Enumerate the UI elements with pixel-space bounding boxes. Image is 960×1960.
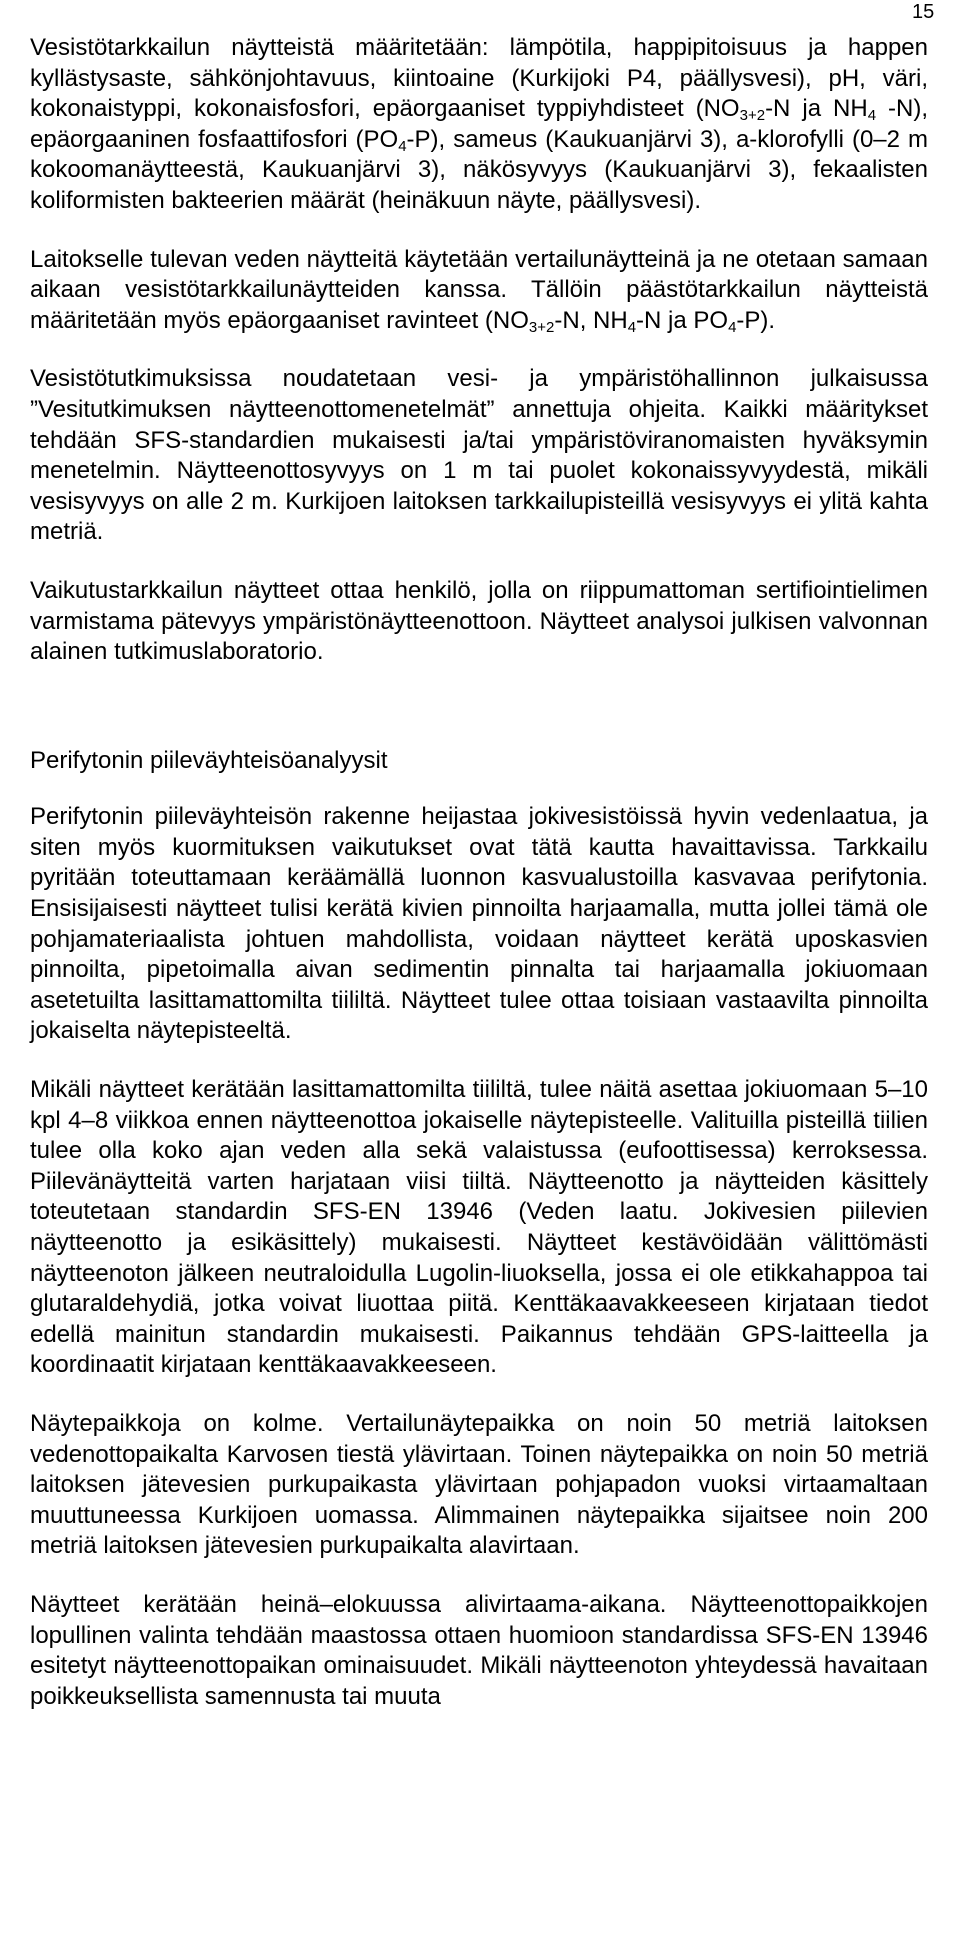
subscript: 3+2 bbox=[528, 318, 555, 336]
text-run: -P), sameus (Kaukuanjärvi 3), a-klorofylli (0–2 m kokoomanäytteestä, Kaukuanjärvi 3), näkösyvyys (Kaukuanjärvi 3), fekaalisten koliformisten bakteerien määrät (heinäkuun näyte, päällysvesi). bbox=[30, 125, 928, 214]
text-run: Laitokselle tulevan veden näytteitä käytetään vertailunäytteinä ja ne otetaan samaan aikaan vesistötarkkailunäytteiden kanssa. Tällöin päästötarkkailun näytteistä määritetään myös epäorgaaniset ravinteet (NO bbox=[30, 245, 928, 334]
paragraph-sampling-sites: Näytepaikkoja on kolme. Vertailunäytepaikka on noin 50 metriä laitoksen vedenottopaikalta Karvosen tiestä ylävirtaan. Toinen näytepaikka on noin 50 metriä laitoksen jätevesien purkupaikasta ylävirtaan pohjapadon vuoksi virtaamaltaan muuttuneessa Kurkijoen uomassa. Alimmainen näytepaikka sijaitsee noin 200 metriä laitoksen jätevesien purkupaikalta alavirtaan. bbox=[30, 1409, 928, 1560]
paragraph-periphyton-structure: Perifytonin piileväyhteisön rakenne heijastaa jokivesistöissä hyvin vedenlaatua, ja siten myös kuormituksen vaikutukset ovat tätä kautta havaittavissa. Tarkkailu pyritään toteuttamaan keräämällä luonnon kasvualustoilla kasvavaa perifytonia. Ensisijaisesti näytteet tulisi kerätä kivien pinnoilta harjaamalla, mutta jollei tämä ole pohjamateriaalista johtuen mahdollista, voidaan näytteet kerätä uposkasvien pinnoilta, pipetoimalla aivan sedimentin pinnalta tai harjaamalla jokiuomaan asetetuilta lasittamattomilta tiililtä. Näytteet tulee ottaa toisiaan vastaavilta pinnoilta jokaiselta näytepisteeltä. bbox=[30, 803, 928, 1045]
text-run: -N), epäorgaaninen fosfaattifosfori (PO bbox=[30, 95, 928, 153]
subscript: 4 bbox=[398, 137, 407, 155]
paragraph-sampler: Vaikutustarkkailun näytteet ottaa henkilö, jolla on riippumattoman sertifiointielimen varmistama pätevyys ympäristönäytteenottoon. Näytteet analysoi julkisen valvonnan alainen tutkimuslaboratorio. bbox=[30, 576, 928, 666]
text-run: Vesistötarkkailun näytteistä määritetään: lämpötila, happipitoisuus ja happen kyllästysaste, sähkönjohtavuus, kiintoaine (Kurkijoki P4, päällysvesi), pH, väri, kokonaistyppi, kokonaisfosfori, epäorgaaniset typpiyhdisteet (NO bbox=[30, 34, 928, 123]
subscript: 3+2 bbox=[739, 107, 766, 125]
paragraph-brick-sampling: Mikäli näytteet kerätään lasittamattomilta tiililtä, tulee näitä asettaa jokiuomaan 5–10 kpl 4–8 viikkoa ennen näytteenottoa jokaiselle näytepisteelle. Valituilla pisteillä tiilien tulee olla koko ajan veden alla sekä valaistussa (eufoottisessa) kerroksessa. Piilevänäytteitä varten harjataan viisi tiiltä. Näytteenotto ja näytteiden käsittely toteutetaan standardin SFS-EN 13946 (Veden laatu. Jokivesien piilevien näytteenotto ja esikäsittely) mukaisesti. Näytteet kestävöidään välittömästi näytteenoton jälkeen neutraloidulla Lugolin-liuoksella, jossa ei ole etikkahappoa tai glutaraldehydiä, jotka voivat liuottaa piitä. Kenttäkaavakkeeseen kirjataan tiedot edellä mainitun standardin mukaisesti. Paikannus tehdään GPS-laitteella ja koordinaatit kirjataan kenttäkaavakkeeseen. bbox=[30, 1076, 928, 1379]
paragraph-analytes bbox=[30, 33, 928, 217]
section-heading: Perifytonin piileväyhteisöanalyysit bbox=[30, 746, 388, 774]
subscript: 4 bbox=[867, 107, 877, 125]
subscript: 4 bbox=[627, 318, 637, 336]
text-run: -N ja NH bbox=[765, 95, 868, 123]
page-number: 15 bbox=[912, 1, 935, 23]
text-run: -N, NH bbox=[554, 306, 628, 334]
document-body bbox=[30, 33, 928, 1712]
text-run: -P). bbox=[736, 306, 776, 334]
paragraph-methods: Vesistötutkimuksissa noudatetaan vesi- ja ympäristöhallinnon julkaisussa ”Vesitutkimuksen näytteenottomenetelmät” annettuja ohjeita. Kaikki määritykset tehdään SFS-standardien mukaisesti ja/tai ympäristöviranomaisten hyväksymin menetelmin. Näytteenottosyvyys on 1 m tai puolet kokonaissyvyydestä, mikäli vesisyvyys on alle 2 m. Kurkijoen laitoksen tarkkailupisteillä vesisyvyys ei ylitä kahta metriä. bbox=[30, 365, 928, 546]
paragraph-reference-samples bbox=[30, 245, 928, 337]
paragraph-sampling-time: Näytteet kerätään heinä–elokuussa alivirtaama-aikana. Näytteenottopaikkojen lopullinen valinta tehdään maastossa ottaen huomioon standardissa SFS-EN 13946 esitetyt näytteenottopaikan ominaisuudet. Mikäli näytteenoton yhteydessä havaitaan poikkeuksellista samennusta tai muuta bbox=[30, 1590, 928, 1710]
text-run: -N ja PO bbox=[636, 306, 729, 334]
subscript: 4 bbox=[728, 318, 737, 336]
